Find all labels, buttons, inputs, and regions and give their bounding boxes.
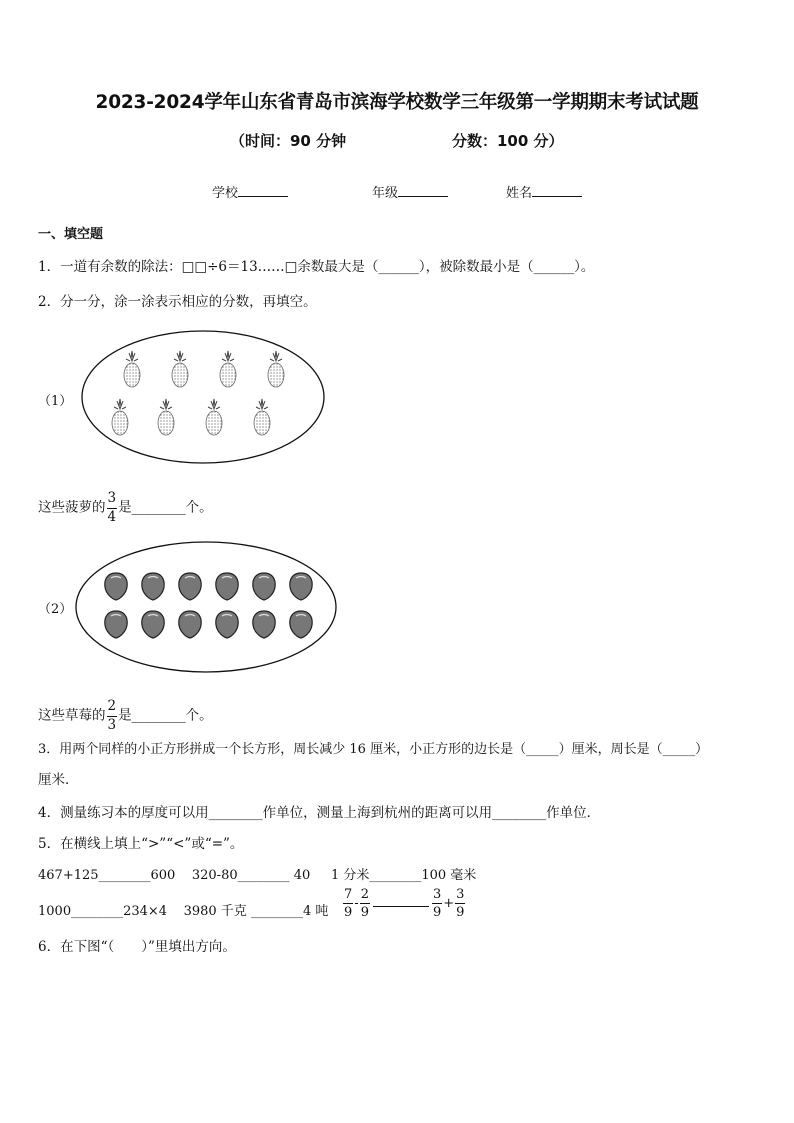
- strawberry-icon: [290, 611, 312, 638]
- strawberry-icon: [253, 573, 275, 600]
- question-5-row-2: 1000________234×4 3980 千克 ________4 吨: [38, 904, 329, 919]
- part-2-prefix: 这些草莓的: [38, 707, 106, 724]
- exam-score: 分数：100 分）: [452, 132, 564, 150]
- fraction-numerator: 2: [107, 700, 118, 717]
- question-5-fraction-compare: [342, 888, 466, 919]
- question-5: 5．在横线上填上“>”“<”或“=”。: [38, 836, 244, 852]
- compare-blank[interactable]: [373, 894, 429, 907]
- strawberry-icon: [216, 573, 238, 600]
- grade-field: [372, 182, 448, 201]
- strawberry-icon: [105, 611, 127, 638]
- question-5-row-1: 467+125________600 320-80________ 40 1 分米________100 毫米: [38, 868, 477, 883]
- strawberry-icon: [142, 573, 164, 600]
- fraction-denominator: 9: [344, 905, 353, 920]
- fraction-2-3: [107, 700, 118, 732]
- fraction-denominator: 3: [107, 716, 117, 733]
- question-4: 4．测量练习本的厚度可以用________作单位，测量上海到杭州的距离可以用________作单位．: [38, 805, 601, 821]
- part-1-prefix: 这些菠萝的: [38, 499, 106, 516]
- part-2-label: （2）: [38, 602, 73, 617]
- strawberry-icon: [290, 573, 312, 600]
- part-2-suffix: 是________个。: [118, 707, 213, 724]
- strawberry-figure: [74, 540, 338, 674]
- page-title: 2023-2024学年山东省青岛市滨海学校数学三年级第一学期期末考试试题: [95, 92, 699, 113]
- section-title: 一、填空题: [38, 227, 104, 242]
- pineapple-icon: [268, 351, 284, 387]
- pineapple-icon: [112, 399, 128, 435]
- question-6: 6．在下图“（ ）”里填出方向。: [38, 939, 236, 955]
- question-1: 1．一道有余数的除法：□□÷6＝13……□余数最大是（______），被除数最小是（______）。: [38, 259, 595, 275]
- pineapple-icon: [254, 399, 270, 435]
- name-field: [506, 182, 582, 201]
- part-1-label: （1）: [38, 394, 73, 409]
- strawberry-icon: [216, 611, 238, 638]
- plus-sign: +: [443, 896, 455, 911]
- pineapple-figure: [80, 329, 326, 465]
- fraction-denominator: 9: [432, 905, 442, 920]
- pineapple-icon: [206, 399, 222, 435]
- fraction-2-9: [360, 888, 370, 919]
- pineapple-icon: [172, 351, 188, 387]
- school-label: 学校: [212, 186, 239, 201]
- fraction-numerator: 2: [360, 887, 369, 902]
- fraction-denominator: 9: [360, 905, 369, 920]
- fraction-denominator: 9: [456, 905, 465, 920]
- question-3-line-2: 厘米．: [38, 772, 79, 788]
- grade-blank[interactable]: [398, 184, 448, 197]
- part-2-answer: [38, 700, 213, 732]
- question-2: 2．分一分，涂一涂表示相应的分数，再填空。: [38, 294, 317, 310]
- grade-label: 年级: [372, 186, 399, 201]
- pineapple-icon: [158, 399, 174, 435]
- strawberry-icon: [142, 611, 164, 638]
- fraction-denominator: 4: [107, 508, 117, 525]
- fraction-numerator: 3: [432, 887, 442, 902]
- pineapple-icon: [220, 351, 236, 387]
- minus-sign: -: [354, 896, 359, 911]
- part-1-suffix: 是________个。: [118, 499, 213, 516]
- exam-time: （时间：90 分钟: [230, 132, 347, 150]
- fraction-7-9: [343, 888, 353, 919]
- fraction-3-9b: [455, 888, 465, 919]
- fraction-3-9: [432, 888, 442, 919]
- question-3-line-1: 3．用两个同样的小正方形拼成一个长方形，周长减少 16 厘米，小正方形的边长是（_____）厘米，周长是（_____）: [38, 742, 709, 757]
- strawberry-icon: [253, 611, 275, 638]
- fraction-numerator: 3: [107, 492, 118, 509]
- name-blank[interactable]: [532, 184, 582, 197]
- school-blank[interactable]: [238, 184, 288, 197]
- school-field: [212, 182, 288, 201]
- strawberry-icon: [105, 573, 127, 600]
- part-1-answer: [38, 492, 213, 524]
- strawberry-icon: [179, 611, 201, 638]
- fraction-numerator: 7: [344, 887, 353, 902]
- fraction-3-4: [107, 492, 118, 524]
- name-label: 姓名: [506, 186, 533, 201]
- strawberry-icon: [179, 573, 201, 600]
- fraction-numerator: 3: [456, 887, 465, 902]
- pineapple-icon: [124, 351, 140, 387]
